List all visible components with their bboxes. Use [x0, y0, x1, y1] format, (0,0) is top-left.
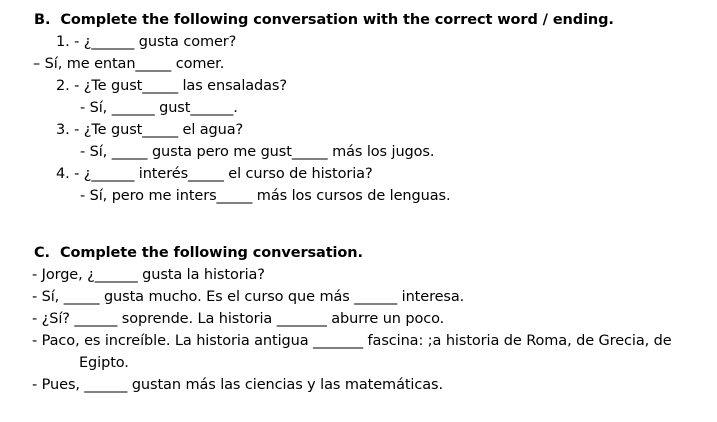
- conversation-line: - Paco, es increíble. La historia antigua _______ fascina: ;a historia de Roma, de Grecia, de: [32, 333, 672, 349]
- exercise-line: 4. - ¿______ interés_____ el curso de historia?: [56, 166, 373, 182]
- conversation-line: - ¿Sí? ______ soprende. La historia _______ aburre un poco.: [32, 311, 445, 327]
- exercise-line: - Sí, pero me inters_____ más los cursos de lenguas.: [80, 188, 451, 204]
- conversation-line: Egipto.: [79, 355, 129, 371]
- conversation-line: - Jorge, ¿______ gusta la historia?: [32, 267, 265, 283]
- section-b-heading: [34, 11, 614, 29]
- exercise-line: - Sí, _____ gusta pero me gust_____ más los jugos.: [80, 144, 435, 160]
- section-b-title: Complete the following conversation with the correct word / ending.: [60, 12, 614, 28]
- section-c-heading: [34, 244, 363, 262]
- exercise-line: 1. - ¿______ gusta comer?: [56, 34, 237, 50]
- exercise-line: – Sí, me entan_____ comer.: [33, 56, 225, 72]
- conversation-line: - Sí, _____ gusta mucho. Es el curso que más ______ interesa.: [32, 289, 465, 305]
- exercise-line: - Sí, ______ gust______.: [80, 100, 238, 116]
- section-c-title: Complete the following conversation.: [59, 245, 363, 261]
- exercise-line: 2. - ¿Te gust_____ las ensaladas?: [56, 78, 287, 94]
- section-b-letter: B.: [34, 12, 51, 28]
- section-c-letter: C.: [34, 245, 50, 261]
- conversation-line: - Pues, ______ gustan más las ciencias y las matemáticas.: [32, 377, 443, 393]
- exercise-line: 3. - ¿Te gust_____ el agua?: [56, 122, 244, 138]
